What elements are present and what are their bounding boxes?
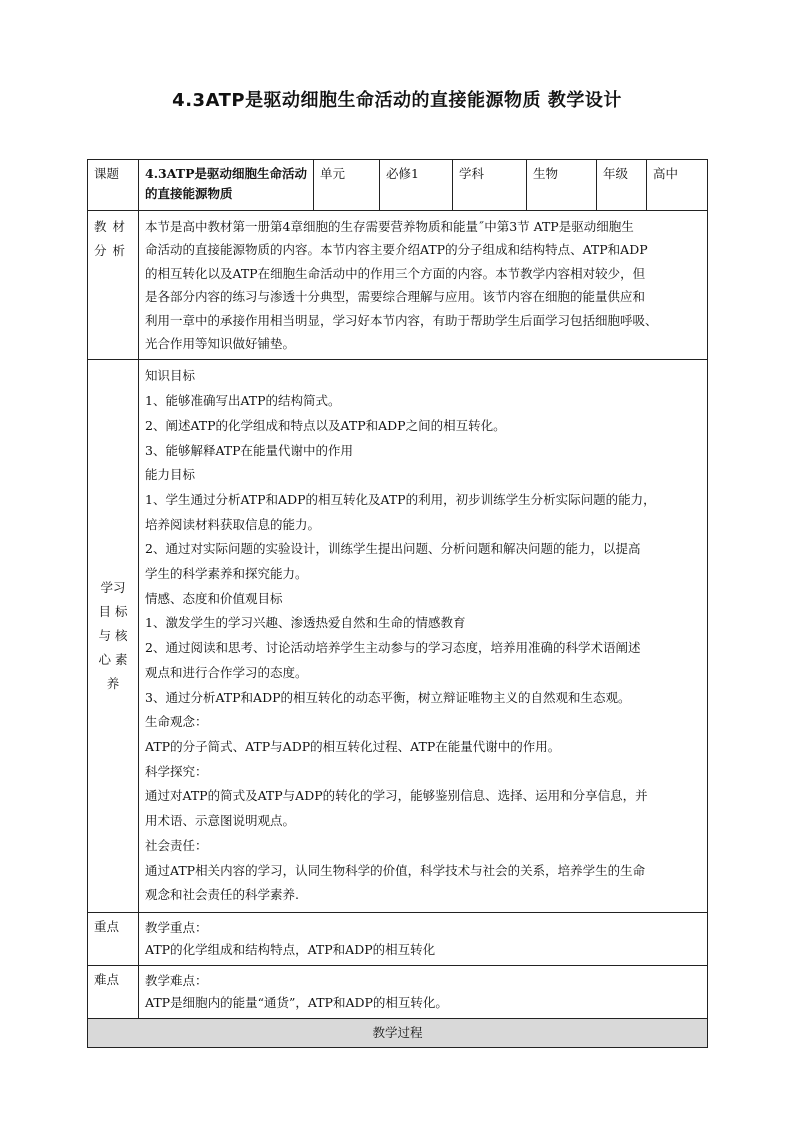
objective-line: 社会责任：: [145, 837, 208, 853]
objective-line: 通过ATP相关内容的学习，认同生物科学的价值，科学技术与社会的关系，培养学生的生命: [145, 862, 646, 878]
objective-line: 2、通过对实际问题的实验设计，训练学生提出问题、分析问题和解决问题的能力，以提高: [145, 541, 641, 557]
objective-line: 1、激发学生的学习兴趣、渗透热爱自然和生命的情感教育: [145, 615, 466, 631]
objective-line: 观念和社会责任的科学素养.: [145, 887, 299, 903]
difficulty-label: 难点: [88, 965, 139, 1018]
key-point-content: [139, 912, 708, 965]
key-point-line: 教学重点：: [145, 919, 208, 935]
objectives-label: [94, 576, 132, 696]
analysis-line: 是各部分内容的练习与渗透十分典型，需要综合理解与应用。该节内容在细胞的能量供应和: [145, 289, 646, 305]
objective-line: 1、能够准确写出ATP的结构简式。: [145, 393, 341, 409]
objective-line: 3、能够解释ATP在能量代谢中的作用: [145, 442, 354, 458]
grade-label: 年级: [597, 160, 647, 211]
objectives-label-line: 与 核: [98, 628, 128, 644]
objectives-label-line: 心 素: [98, 652, 128, 668]
unit-label: 单元: [314, 160, 380, 211]
objective-line: 生命观念：: [145, 714, 208, 730]
analysis-line: 光合作用等知识做好铺垫。: [145, 336, 296, 352]
objective-line: 3、通过分析ATP和ADP的相互转化的动态平衡，树立辩证唯物主义的自然观和生态观。: [145, 689, 631, 705]
objective-line: 通过对ATP的简式及ATP与ADP的转化的学习，能够鉴别信息、选择、运用和分享信息，并: [145, 788, 648, 804]
topic-value: 4.3ATP是驱动细胞生命活动的直接能源物质: [139, 160, 314, 211]
difficulty-line: 教学难点：: [145, 972, 208, 988]
objective-line: 2、阐述ATP的化学组成和特点以及ATP和ADP之间的相互转化。: [145, 417, 506, 433]
analysis-line: 的相互转化以及ATP在细胞生命活动中的作用三个方面的内容。本节教学内容相对较少，但: [145, 265, 646, 281]
header-row: [88, 160, 708, 211]
objective-line: ATP的分子简式、ATP与ADP的相互转化过程、ATP在能量代谢中的作用。: [145, 738, 561, 754]
objective-line: 2、通过阅读和思考、讨论活动培养学生主动参与的学习态度，培养用准确的科学术语阐述: [145, 640, 641, 656]
objective-line: 知识目标: [145, 368, 196, 384]
objective-line: 1、学生通过分析ATP和ADP的相互转化及ATP的利用，初步训练学生分析实际问题的能力，: [145, 491, 656, 507]
key-point-line: ATP的化学组成和结构特点，ATP和ADP的相互转化: [145, 941, 436, 957]
objective-line: 能力目标: [145, 467, 196, 483]
teaching-process-header: 教学过程: [88, 1018, 708, 1047]
analysis-line: 利用一章中的承接作用相当明显，学习好本节内容，有助于帮助学生后面学习包括细胞呼吸、: [145, 312, 658, 328]
subject-value: 生物: [527, 160, 597, 211]
objectives-label-line: 养: [106, 676, 120, 692]
grade-value: 高中: [647, 160, 708, 211]
difficulty-row: [88, 965, 708, 1018]
objective-line: 用术语、示意图说明观点。: [145, 813, 296, 829]
topic-label: 课题: [88, 160, 139, 211]
page-title: 4.3ATP是驱动细胞生命活动的直接能源物质 教学设计: [172, 90, 622, 111]
key-point-row: [88, 912, 708, 965]
unit-value: 必修1: [380, 160, 453, 211]
objective-line: 观点和进行合作学习的态度。: [145, 664, 308, 680]
objectives-content: [139, 360, 708, 912]
subject-label: 学科: [453, 160, 527, 211]
objective-line: 情感、态度和价值观目标: [145, 590, 283, 606]
analysis-label: 教材分析: [94, 219, 132, 258]
process-row: [88, 1018, 708, 1047]
objective-line: 学生的科学素养和探究能力。: [145, 566, 308, 582]
analysis-row: [88, 211, 708, 360]
objective-line: 科学探究：: [145, 763, 208, 779]
objectives-label-line: 目 标: [98, 604, 128, 620]
difficulty-content: [139, 965, 708, 1018]
objective-line: 培养阅读材料获取信息的能力。: [145, 516, 321, 532]
objectives-label-line: 学习: [100, 580, 126, 596]
analysis-line: 命活动的直接能源物质的内容。本节内容主要介绍ATP的分子组成和结构特点、ATP和ADP: [145, 242, 648, 258]
objectives-row: [88, 360, 708, 912]
analysis-line: 本节是高中教材第一册第4章细胞的生存需要营养物质和能量˝中第3节 ATP是驱动细胞生: [145, 219, 634, 234]
key-point-label: 重点: [88, 912, 139, 965]
analysis-content: [139, 211, 708, 360]
difficulty-line: ATP是细胞内的能量“通货”，ATP和ADP的相互转化。: [145, 994, 448, 1010]
lesson-plan-table: [87, 159, 708, 1048]
